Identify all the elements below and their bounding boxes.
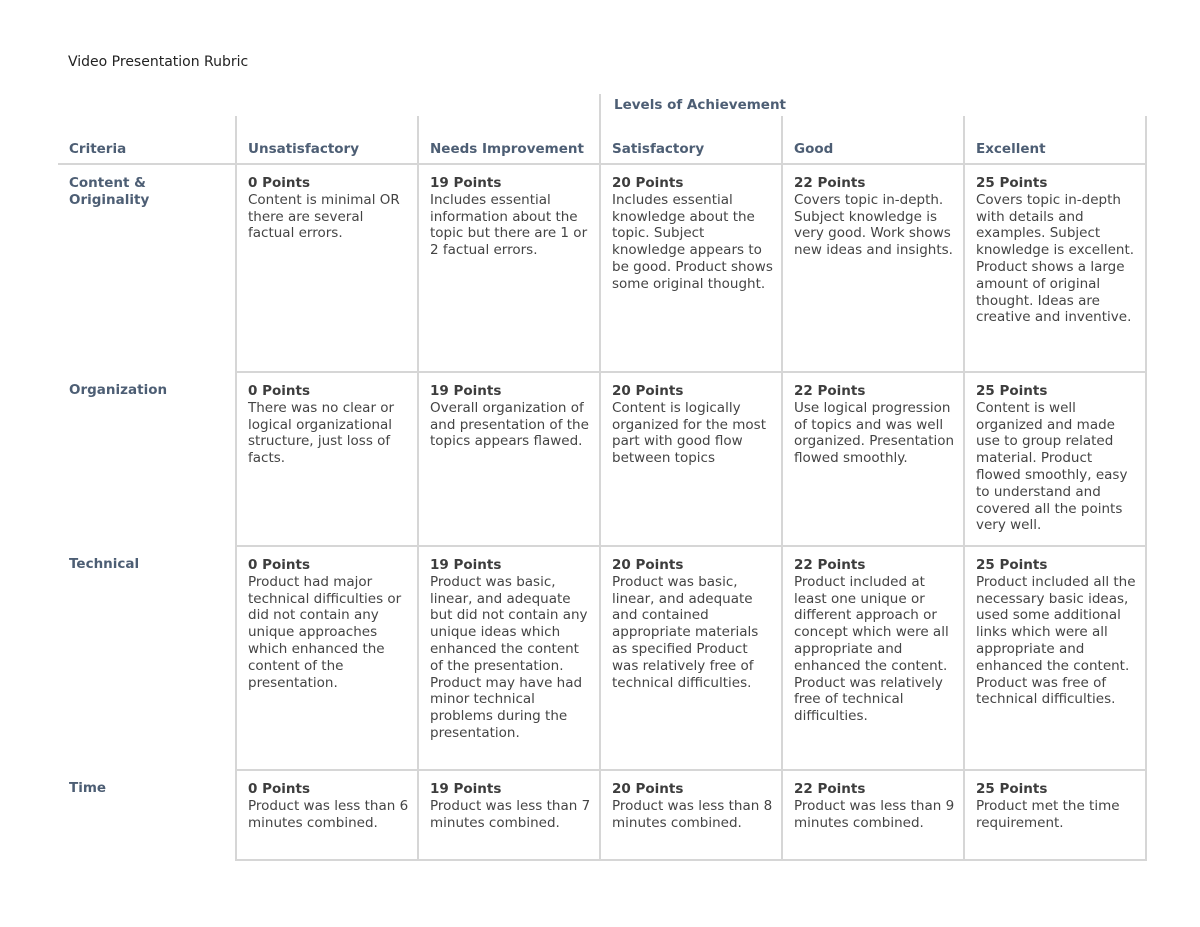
points-label: 20 Points: [612, 781, 684, 797]
points-label: 0 Points: [248, 557, 310, 573]
header-needs-improvement: Needs Improvement: [418, 116, 600, 164]
rubric-cell: [600, 770, 782, 860]
table-row: [58, 546, 1146, 770]
points-label: 25 Points: [976, 781, 1048, 797]
rubric-cell: [782, 164, 964, 372]
table-row: [58, 770, 1146, 860]
points-label: 22 Points: [794, 781, 866, 797]
points-label: 19 Points: [430, 557, 502, 573]
document-title: Video Presentation Rubric: [68, 54, 249, 70]
criterion-content-originality: Content & Originality: [69, 175, 150, 208]
cell-description: Product was less than 7 minutes combined.: [430, 797, 591, 831]
points-label: 25 Points: [976, 557, 1048, 573]
cell-description: There was no clear or logical organizational structure, just loss of facts.: [248, 399, 395, 467]
rubric-cell: [236, 770, 418, 860]
cell-description: Covers topic in-depth. Subject knowledge is very good. Work shows new ideas and insights.: [794, 191, 953, 259]
rubric-cell: [600, 164, 782, 372]
header-good: Good: [782, 116, 964, 164]
rubric-cell: [418, 372, 600, 546]
cell-description: Product met the time requirement.: [976, 797, 1120, 831]
rubric-cell: [782, 770, 964, 860]
cell-description: Product included at least one unique or different approach or concept which were all appropriate and enhanced the content. Product was relatively free of technical difficulties.: [794, 573, 949, 725]
rubric-cell: [782, 546, 964, 770]
cell-description: Includes essential information about the topic but there are 1 or 2 factual errors.: [430, 191, 588, 259]
points-label: 22 Points: [794, 383, 866, 399]
rubric-cell: [236, 164, 418, 372]
table-row: [58, 372, 1146, 546]
rubric-cell: [418, 770, 600, 860]
cell-description: Use logical progression of topics and was well organized. Presentation flowed smoothly.: [794, 399, 955, 467]
rubric-cell: [600, 372, 782, 546]
header-unsatisfactory: Unsatisfactory: [236, 116, 418, 164]
rubric-table: [58, 116, 1147, 861]
cell-description: Content is logically organized for the most part with good flow between topics: [612, 399, 767, 467]
rubric-cell: [418, 546, 600, 770]
rubric-cell: [236, 372, 418, 546]
points-label: 0 Points: [248, 175, 310, 191]
points-label: 22 Points: [794, 175, 866, 191]
cell-description: Covers topic in-depth with details and examples. Subject knowledge is excellent. Product shows a large amount of original thought. Ideas are creative and inventive.: [976, 191, 1135, 326]
cell-description: Includes essential knowledge about the topic. Subject knowledge appears to be good. Product shows some original thought.: [612, 191, 773, 292]
points-label: 22 Points: [794, 557, 866, 573]
criterion-organization: Organization: [69, 382, 168, 398]
points-label: 20 Points: [612, 383, 684, 399]
rubric-cell: [418, 164, 600, 372]
criterion-technical: Technical: [69, 556, 140, 572]
points-label: 19 Points: [430, 781, 502, 797]
header-criteria: Criteria: [58, 116, 236, 164]
points-label: 19 Points: [430, 383, 502, 399]
rubric-cell: [964, 546, 1146, 770]
header-excellent: Excellent: [964, 116, 1146, 164]
criterion-time: Time: [69, 780, 107, 796]
cell-description: Product was basic, linear, and adequate but did not contain any unique ideas which enhanced the content of the presentation. Product may have had minor technical problems during the presentation.: [430, 573, 588, 741]
cell-description: Overall organization of and presentation of the topics appears flawed.: [430, 399, 589, 450]
points-label: 25 Points: [976, 383, 1048, 399]
rubric-cell: [964, 164, 1146, 372]
header-satisfactory: Satisfactory: [600, 116, 782, 164]
cell-description: Product was less than 9 minutes combined.: [794, 797, 955, 831]
rubric-cell: [782, 372, 964, 546]
points-label: 0 Points: [248, 383, 310, 399]
rubric-cell: [600, 546, 782, 770]
rubric-cell: [964, 770, 1146, 860]
cell-description: Product was less than 6 minutes combined.: [248, 797, 409, 831]
cell-description: Content is well organized and made use to group related material. Product flowed smoothly, easy to understand and covered all the points very well.: [976, 399, 1128, 534]
points-label: 25 Points: [976, 175, 1048, 191]
points-label: 0 Points: [248, 781, 310, 797]
levels-divider: [599, 94, 601, 118]
cell-description: Product had major technical difficulties or did not contain any unique approaches which enhanced the content of the presentation.: [248, 573, 402, 691]
table-row: [58, 164, 1146, 372]
cell-description: Product was less than 8 minutes combined.: [612, 797, 773, 831]
rubric-cell: [964, 372, 1146, 546]
cell-description: Product included all the necessary basic ideas, used some additional links which were all appropriate and enhanced the content. Product was free of technical difficulties.: [976, 573, 1136, 708]
points-label: 20 Points: [612, 175, 684, 191]
cell-description: Content is minimal OR there are several factual errors.: [248, 191, 400, 242]
rubric-cell: [236, 546, 418, 770]
levels-of-achievement-heading: Levels of Achievement: [614, 97, 787, 113]
points-label: 20 Points: [612, 557, 684, 573]
header-row: [58, 116, 1146, 164]
cell-description: Product was basic, linear, and adequate and contained appropriate materials as specified Product was relatively free of technical difficulties.: [612, 573, 759, 691]
points-label: 19 Points: [430, 175, 502, 191]
